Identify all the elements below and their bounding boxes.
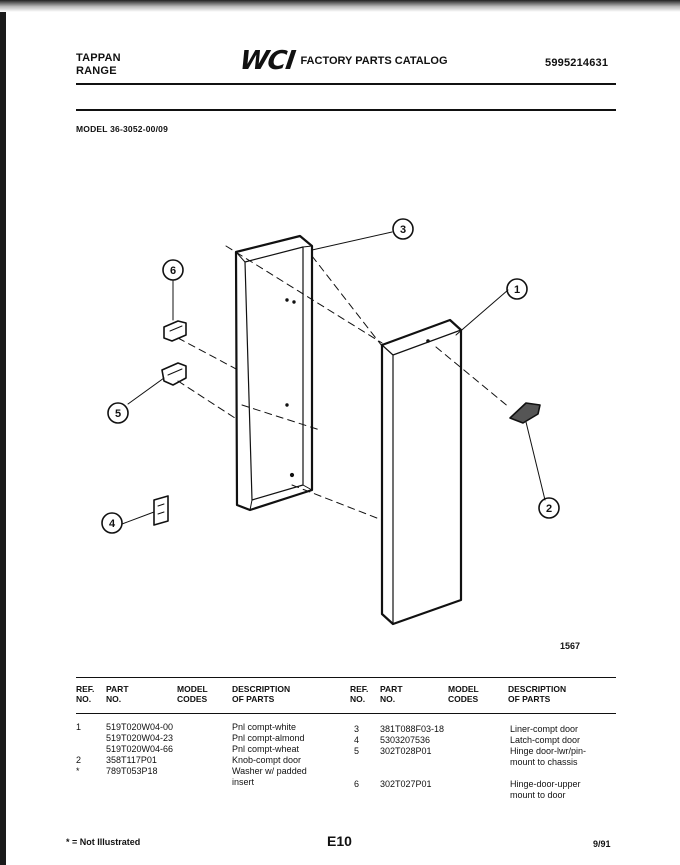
door-latch xyxy=(154,496,168,525)
col-header-model-left xyxy=(177,684,208,704)
part-description: mount to chassis xyxy=(510,757,578,767)
part-no: 789T053P18 xyxy=(106,766,158,776)
header-text: REF. xyxy=(76,684,95,694)
part-description: Pnl compt-wheat xyxy=(232,744,300,754)
door-knob xyxy=(510,403,540,423)
col-header-ref-right xyxy=(350,684,368,704)
catalog-title: FACTORY PARTS CATALOG xyxy=(300,55,448,67)
ref-no: * xyxy=(76,766,80,776)
ref-no: 5 xyxy=(354,746,360,756)
header-text: NO. xyxy=(76,694,92,704)
callout-3: 3 xyxy=(399,224,407,236)
part-no: 302T027P01 xyxy=(380,779,432,789)
header-text: CODES xyxy=(448,694,479,704)
col-header-part-right xyxy=(380,684,403,704)
table-rule-header xyxy=(76,713,616,714)
catalog-number: 5995214631 xyxy=(545,57,609,69)
not-illustrated-note: * = Not Illustrated xyxy=(66,837,141,847)
ref-no: 2 xyxy=(76,755,82,765)
callout-5: 5 xyxy=(114,408,122,420)
header-text: OF PARTS xyxy=(232,694,275,704)
header-text: MODEL xyxy=(448,684,479,694)
part-description: Knob-compt door xyxy=(232,755,302,765)
header-text: DESCRIPTION xyxy=(508,684,567,694)
ref-no: 3 xyxy=(354,724,360,734)
part-no: 519T020W04-00 xyxy=(106,722,174,732)
part-description: mount to door xyxy=(510,790,566,800)
part-no: 5303207536 xyxy=(380,735,431,745)
header-text: REF. xyxy=(350,684,369,694)
ref-no: 6 xyxy=(354,779,360,789)
col-header-part-left xyxy=(106,684,129,704)
part-no: 519T020W04-66 xyxy=(106,744,174,754)
part-no: 519T020W04-23 xyxy=(106,733,174,743)
part-description: Pnl compt-white xyxy=(232,722,297,732)
part-description: Liner-compt door xyxy=(510,724,579,734)
col-header-desc-right xyxy=(508,684,566,704)
header-text: OF PARTS xyxy=(508,694,551,704)
hinge-lower xyxy=(162,363,186,385)
model-label: MODEL 36-3052-00/09 xyxy=(76,124,168,134)
catalog-date: 9/91 xyxy=(593,839,611,849)
header-text: DESCRIPTION xyxy=(232,684,291,694)
callout-2: 2 xyxy=(545,503,553,515)
ref-no: 1 xyxy=(76,722,82,732)
header-text: PART xyxy=(106,684,129,694)
figure-number: 1567 xyxy=(560,641,581,651)
page-code: E10 xyxy=(327,833,352,849)
col-header-model-right xyxy=(448,684,479,704)
col-header-ref-left xyxy=(76,684,94,704)
header-text: NO. xyxy=(380,694,396,704)
ref-no: 4 xyxy=(354,735,360,745)
table-rule-top xyxy=(76,677,616,678)
header-text: PART xyxy=(380,684,403,694)
part-description: Washer w/ padded xyxy=(232,766,307,776)
part-description: insert xyxy=(232,777,255,787)
part-no: 302T028P01 xyxy=(380,746,432,756)
header-text: NO. xyxy=(350,694,366,704)
brand-line-1: TAPPAN xyxy=(76,52,121,64)
door-liner xyxy=(236,236,312,510)
door-panel xyxy=(382,320,461,624)
part-description: Latch-compt door xyxy=(510,735,581,745)
part-description: Pnl compt-almond xyxy=(232,733,305,743)
header-text: CODES xyxy=(177,694,208,704)
part-description: Hinge door-lwr/pin- xyxy=(510,746,587,756)
callout-1: 1 xyxy=(513,284,521,296)
part-description: Hinge-door-upper xyxy=(510,779,581,789)
callout-6: 6 xyxy=(169,265,177,277)
brand-line-2: RANGE xyxy=(76,65,117,77)
wci-logo: WCI xyxy=(237,46,297,76)
callout-4: 4 xyxy=(108,518,116,530)
part-no: 358T117P01 xyxy=(106,755,157,765)
hinge-upper xyxy=(164,321,186,341)
header-text: MODEL xyxy=(177,684,208,694)
header-text: NO. xyxy=(106,694,122,704)
col-header-desc-left xyxy=(232,684,290,704)
part-no: 381T088F03-18 xyxy=(380,724,445,734)
